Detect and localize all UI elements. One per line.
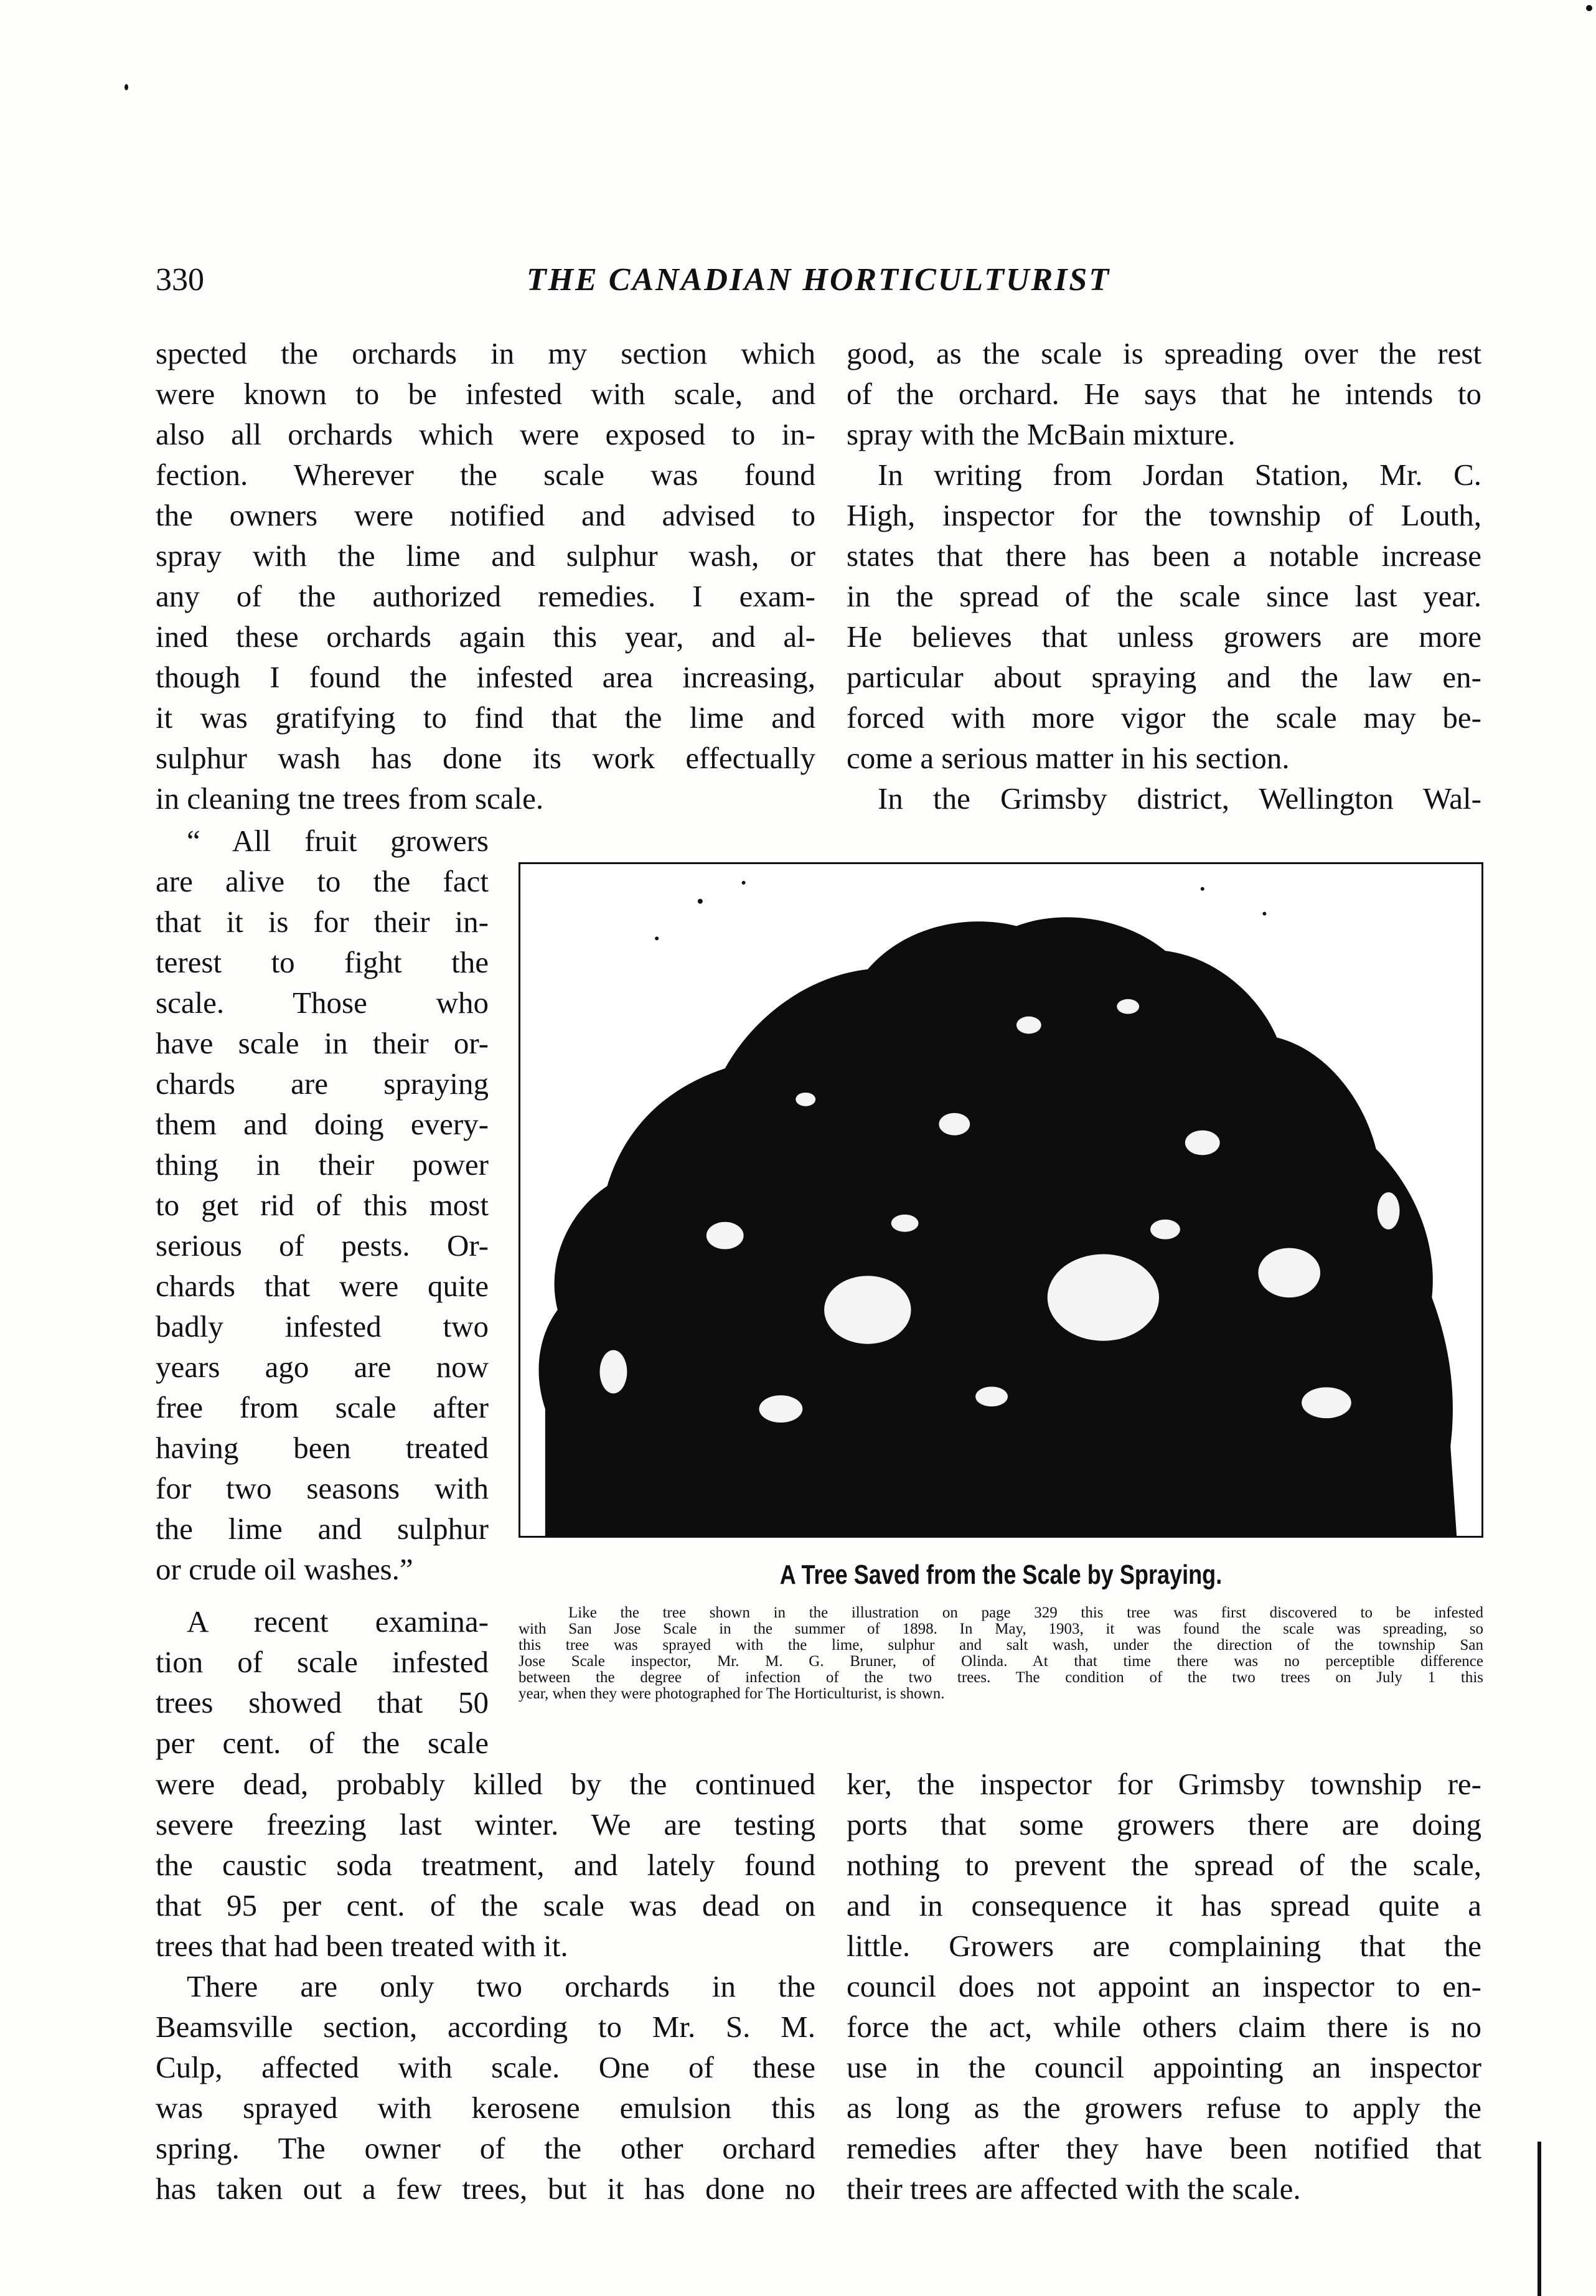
right-column-paragraph bbox=[847, 454, 1481, 778]
text-line: ined these orchards again this year, and al- bbox=[156, 619, 815, 654]
text-line: per cent. of the scale bbox=[156, 1726, 489, 1760]
text-line: having been treated bbox=[156, 1431, 489, 1465]
right-column-bottom bbox=[847, 1764, 1481, 2209]
text-line: free from scale after bbox=[156, 1390, 489, 1424]
caption-line: this tree was sprayed with the lime, sulphur and salt wash, under the direction of the township San bbox=[519, 1637, 1483, 1654]
text-line: use in the council appointing an inspector bbox=[847, 2050, 1481, 2084]
text-line: were dead, probably killed by the continued bbox=[156, 1767, 815, 1801]
text-line: chards are spraying bbox=[156, 1066, 489, 1101]
text-line: the owners were notified and advised to bbox=[156, 498, 815, 532]
caption-line: with San Jose Scale in the summer of 1898. In May, 1903, it was found the scale was spreading, so bbox=[519, 1621, 1483, 1637]
text-line: also all orchards which were exposed to in- bbox=[156, 417, 815, 451]
text-line: He believes that unless growers are more bbox=[847, 619, 1481, 654]
text-line: spected the orchards in my section which bbox=[156, 336, 815, 370]
left-column-bottom-paragraph bbox=[156, 1966, 815, 2209]
text-line: There are only two orchards in the bbox=[187, 1969, 815, 2003]
text-line: council does not appoint an inspector to en- bbox=[847, 1969, 1481, 2003]
text-line: good, as the scale is spreading over the rest bbox=[847, 336, 1481, 370]
text-line: chards that were quite bbox=[156, 1269, 489, 1303]
text-line: tion of scale infested bbox=[156, 1645, 489, 1679]
left-column-top bbox=[156, 333, 815, 819]
page-number: 330 bbox=[156, 262, 204, 298]
text-line: serious of pests. Or- bbox=[156, 1228, 489, 1263]
right-column-paragraph-start bbox=[847, 778, 1481, 819]
text-line: ker, the inspector for Grimsby township re- bbox=[847, 1767, 1481, 1801]
caption-line: Jose Scale inspector, Mr. M. G. Bruner, of Olinda. At that time there was no perceptible difference bbox=[519, 1654, 1483, 1670]
scan-mark bbox=[124, 84, 128, 90]
running-title: THE CANADIAN HORTICULTURIST bbox=[526, 262, 1111, 298]
page-header bbox=[156, 255, 1481, 305]
text-line: badly infested two bbox=[156, 1309, 489, 1343]
text-line: the caustic soda treatment, and lately found bbox=[156, 1848, 815, 1882]
text-line: trees showed that 50 bbox=[156, 1685, 489, 1720]
text-line: force the act, while others claim there is no bbox=[847, 2010, 1481, 2044]
text-line: the lime and sulphur bbox=[156, 1512, 489, 1546]
text-line: any of the authorized remedies. I exam- bbox=[156, 579, 815, 613]
text-line: or crude oil washes.” bbox=[156, 1552, 413, 1586]
scan-mark bbox=[1586, 5, 1592, 11]
text-line: “ All fruit growers bbox=[187, 824, 489, 858]
tree-photo-image bbox=[520, 864, 1481, 1536]
text-line: spray with the McBain mixture. bbox=[847, 417, 1236, 451]
text-line: Beamsville section, according to Mr. S. M. bbox=[156, 2010, 815, 2044]
text-line: A recent examina- bbox=[187, 1604, 489, 1639]
text-line: sulphur wash has done its work effectually bbox=[156, 741, 815, 775]
left-column-beside-figure bbox=[156, 821, 489, 1589]
text-line: trees that had been treated with it. bbox=[156, 1929, 568, 1963]
text-line: it was gratifying to find that the lime and bbox=[156, 700, 815, 735]
text-line: were known to be infested with scale, and bbox=[156, 377, 815, 411]
text-line: little. Growers are complaining that the bbox=[847, 1929, 1481, 1963]
text-line: that it is for their in- bbox=[156, 905, 489, 939]
text-line: has taken out a few trees, but it has done no bbox=[156, 2171, 815, 2206]
right-column-top bbox=[847, 333, 1481, 454]
text-line: was sprayed with kerosene emulsion this bbox=[156, 2091, 815, 2125]
text-line: severe freezing last winter. We are testing bbox=[156, 1807, 815, 1842]
text-line: High, inspector for the township of Louth, bbox=[847, 498, 1481, 532]
text-line: forced with more vigor the scale may be- bbox=[847, 700, 1481, 735]
caption-line: year, when they were photographed for The Horticulturist, is shown. bbox=[519, 1686, 945, 1702]
left-column-bottom bbox=[156, 1764, 815, 1966]
text-line: of the orchard. He says that he intends to bbox=[847, 377, 1481, 411]
text-line: spring. The owner of the other orchard bbox=[156, 2131, 815, 2165]
left-column-beside-caption bbox=[156, 1601, 489, 1763]
text-line: nothing to prevent the spread of the scale, bbox=[847, 1848, 1481, 1882]
text-line: though I found the infested area increasing, bbox=[156, 660, 815, 694]
text-line: in the spread of the scale since last year. bbox=[847, 579, 1481, 613]
text-line: particular about spraying and the law en- bbox=[847, 660, 1481, 694]
text-line: for two seasons with bbox=[156, 1471, 489, 1505]
text-line: and in consequence it has spread quite a bbox=[847, 1888, 1481, 1922]
text-line: have scale in their or- bbox=[156, 1026, 489, 1060]
caption-line: Like the tree shown in the illustration on page 329 this tree was first discovered to be infested bbox=[568, 1605, 1483, 1621]
caption-line: between the degree of infection of the two trees. The condition of the two trees on July 1 this bbox=[519, 1670, 1483, 1686]
text-line: terest to fight the bbox=[156, 945, 489, 979]
text-line: as long as the growers refuse to apply the bbox=[847, 2091, 1481, 2125]
text-line: Culp, affected with scale. One of these bbox=[156, 2050, 815, 2084]
text-line: ports that some growers there are doing bbox=[847, 1807, 1481, 1842]
text-line: fection. Wherever the scale was found bbox=[156, 458, 815, 492]
figure-title: A Tree Saved from the Scale by Spraying. bbox=[779, 1560, 1223, 1590]
text-line: scale. Those who bbox=[156, 986, 489, 1020]
text-line: come a serious matter in his section. bbox=[847, 741, 1290, 775]
text-line: their trees are affected with the scale. bbox=[847, 2171, 1301, 2206]
text-line: are alive to the fact bbox=[156, 864, 489, 898]
text-line: in cleaning tne trees from scale. bbox=[156, 781, 544, 816]
text-line: thing in their power bbox=[156, 1147, 489, 1182]
tree-photograph bbox=[519, 862, 1483, 1538]
text-line: In the Grimsby district, Wellington Wal- bbox=[878, 781, 1481, 816]
text-line: states that there has been a notable increase bbox=[847, 539, 1481, 573]
scan-edge-line bbox=[1537, 2142, 1541, 2296]
text-line: them and doing every- bbox=[156, 1107, 489, 1141]
text-line: spray with the lime and sulphur wash, or bbox=[156, 539, 815, 573]
text-line: years ago are now bbox=[156, 1350, 489, 1384]
figure-caption bbox=[519, 1605, 1483, 1702]
text-line: that 95 per cent. of the scale was dead on bbox=[156, 1888, 815, 1922]
text-line: remedies after they have been notified that bbox=[847, 2131, 1481, 2165]
text-line: to get rid of this most bbox=[156, 1188, 489, 1222]
text-line: In writing from Jordan Station, Mr. C. bbox=[878, 458, 1481, 492]
